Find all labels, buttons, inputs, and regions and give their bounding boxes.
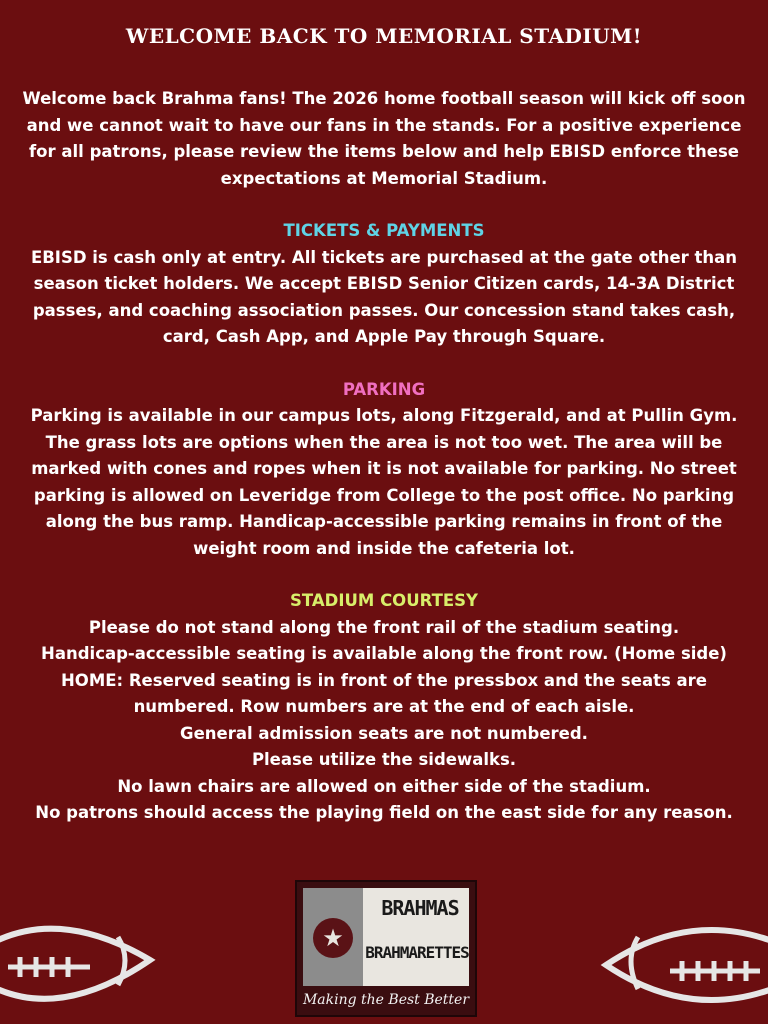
courtesy-line: Please utilize the sidewalks. [251,750,517,769]
parking-heading: PARKING [342,379,426,399]
flyer-content [10,86,758,827]
courtesy-line: General admission seats are not numbered. [180,723,588,743]
intro-paragraph [10,86,758,192]
intro-line: and we cannot wait to have our fans in the stands. For a positive experience [26,115,742,135]
parking-line: marked with cones and ropes when it is not available for parking. No street [31,459,737,478]
courtesy-paragraph [10,615,758,827]
parking-line: Parking is available in our campus lots, along Fitzgerald, and at Pullin Gym. [30,406,738,425]
parking-line: weight room and inside the cafeteria lot. [193,538,575,558]
intro-line: for all patrons, please review the items below and help EBISD enforce these [28,142,739,161]
parking-paragraph [10,403,758,562]
logo-word-brahmas: BRAHMAS [381,896,459,920]
parking-line: along the bus ramp. Handicap-accessible parking remains in front of the [45,512,723,531]
star-seal-icon: ★ [313,918,353,958]
tickets-paragraph [10,245,758,351]
football-icon [600,905,768,1024]
courtesy-line: No patrons should access the playing field on the east side for any reason. [35,803,733,822]
logo-banner [303,888,469,986]
courtesy-heading: STADIUM COURTESY [290,591,478,610]
intro-line: Welcome back Brahma fans! The 2026 home football season will kick off soon [22,89,746,108]
parking-line: parking is allowed on Leveridge from College to the post office. No parking [33,485,735,505]
logo-flag [303,888,363,986]
tickets-line: passes, and coaching association passes. Our concession stand takes cash, [32,300,736,320]
page-title: WELCOME BACK TO MEMORIAL STADIUM! [125,24,643,48]
courtesy-line: Please do not stand along the front rail of the stadium seating. [88,617,680,637]
logo-tagline: Making the Best Better [302,992,470,1008]
brahmas-brahmarettes-logo [295,880,477,1017]
tickets-line: EBISD is cash only at entry. All tickets are purchased at the gate other than [30,247,738,267]
courtesy-line: HOME: Reserved seating is in front of the pressbox and the seats are [60,670,707,690]
courtesy-line: numbered. Row numbers are at the end of each aisle. [133,697,635,716]
football-icon [0,905,160,1024]
logo-word-brahmarettes: BRAHMARETTES [365,943,469,962]
tickets-heading: TICKETS & PAYMENTS [283,221,485,240]
courtesy-line: Handicap-accessible seating is available along the front row. (Home side) [41,644,727,663]
intro-line: expectations at Memorial Stadium. [220,168,548,188]
tickets-line: card, Cash App, and Apple Pay through Square. [162,327,606,346]
courtesy-line: No lawn chairs are allowed on either side of the stadium. [117,776,651,796]
parking-line: The grass lots are options when the area is not too wet. The area will be [45,432,723,452]
tickets-line: season ticket holders. We accept EBISD Senior Citizen cards, 14-3A District [33,274,735,293]
